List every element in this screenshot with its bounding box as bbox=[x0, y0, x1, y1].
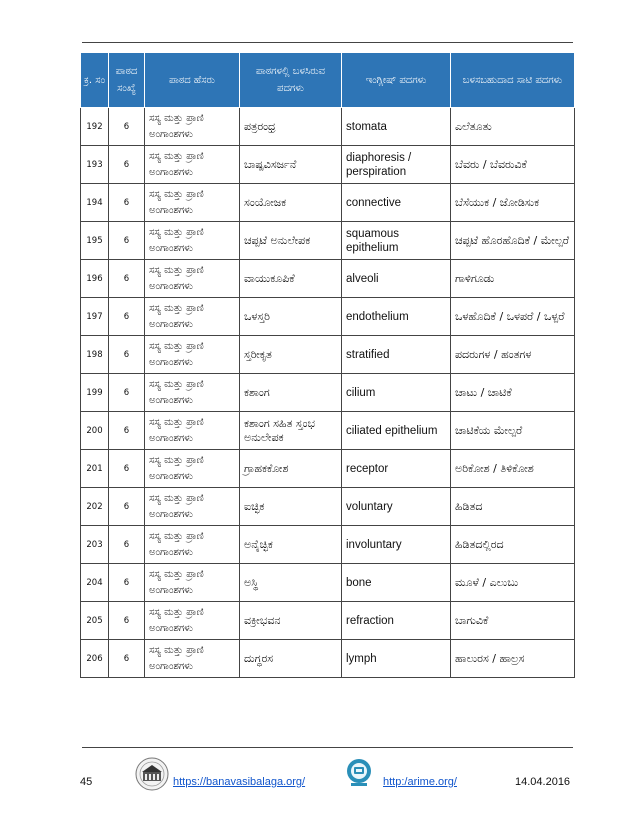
row-serial: 192 bbox=[81, 108, 109, 146]
header-lesson-number: ಪಾಠದ ಸಂಖ್ಯೆ bbox=[109, 53, 145, 108]
row-lesson-number: 6 bbox=[109, 564, 145, 602]
table-row bbox=[81, 146, 575, 184]
table-row bbox=[81, 374, 575, 412]
row-lesson-number: 6 bbox=[109, 488, 145, 526]
table-row bbox=[81, 488, 575, 526]
row-english-term: alveoli bbox=[342, 260, 451, 298]
row-lesson-name: ಸಸ್ಯ ಮತ್ತು ಪ್ರಾಣಿ ಅಂಗಾಂಶಗಳು bbox=[145, 488, 240, 526]
row-lesson-name: ಸಸ್ಯ ಮತ್ತು ಪ್ರಾಣಿ ಅಂಗಾಂಶಗಳು bbox=[145, 602, 240, 640]
header-lesson-name: ಪಾಠದ ಹೆಸರು bbox=[145, 53, 240, 108]
footer-date: 14.04.2016 bbox=[515, 776, 571, 788]
header-rule bbox=[82, 42, 573, 43]
row-lesson-name: ಸಸ್ಯ ಮತ್ತು ಪ್ರಾಣಿ ಅಂಗಾಂಶಗಳು bbox=[145, 336, 240, 374]
table-row bbox=[81, 222, 575, 260]
arime-logo-icon bbox=[344, 758, 374, 788]
page-footer bbox=[0, 770, 638, 810]
row-english-term: receptor bbox=[342, 450, 451, 488]
header-terms-used: ಪಾಠಗಳಲ್ಲಿ ಬಳಸಿರುವ ಪದಗಳು bbox=[240, 53, 342, 108]
row-lesson-name: ಸಸ್ಯ ಮತ್ತು ಪ್ರಾಣಿ ಅಂಗಾಂಶಗಳು bbox=[145, 298, 240, 336]
row-lesson-name: ಸಸ್ಯ ಮತ್ತು ಪ್ರಾಣಿ ಅಂಗಾಂಶಗಳು bbox=[145, 222, 240, 260]
row-term: ಕಶಾಂಗ bbox=[240, 374, 342, 412]
table-row bbox=[81, 602, 575, 640]
table-row bbox=[81, 412, 575, 450]
row-alternative-term: ಚಾಟಿಕೆಯ ಮೇಲ್ಪರೆ bbox=[451, 412, 575, 450]
row-lesson-name: ಸಸ್ಯ ಮತ್ತು ಪ್ರಾಣಿ ಅಂಗಾಂಶಗಳು bbox=[145, 412, 240, 450]
row-lesson-number: 6 bbox=[109, 184, 145, 222]
row-serial: 195 bbox=[81, 222, 109, 260]
row-alternative-term: ಪದರುಗಳ / ಹಂತಗಳ bbox=[451, 336, 575, 374]
table-row bbox=[81, 564, 575, 602]
row-lesson-number: 6 bbox=[109, 640, 145, 678]
row-english-term: stratified bbox=[342, 336, 451, 374]
header-serial: ಕ್ರ. ಸಂ bbox=[81, 53, 109, 108]
row-serial: 198 bbox=[81, 336, 109, 374]
table-row bbox=[81, 108, 575, 146]
row-english-term: stomata bbox=[342, 108, 451, 146]
row-alternative-term: ಗಾಳಿಗೂಡು bbox=[451, 260, 575, 298]
row-lesson-number: 6 bbox=[109, 412, 145, 450]
row-english-term: refraction bbox=[342, 602, 451, 640]
row-lesson-name: ಸಸ್ಯ ಮತ್ತು ಪ್ರಾಣಿ ಅಂಗಾಂಶಗಳು bbox=[145, 108, 240, 146]
table-row bbox=[81, 184, 575, 222]
table-row bbox=[81, 640, 575, 678]
row-lesson-name: ಸಸ್ಯ ಮತ್ತು ಪ್ರಾಣಿ ಅಂಗಾಂಶಗಳು bbox=[145, 146, 240, 184]
page-number: 45 bbox=[80, 776, 93, 788]
row-lesson-number: 6 bbox=[109, 146, 145, 184]
row-serial: 202 bbox=[81, 488, 109, 526]
row-term: ದುಗ್ಧರಸ bbox=[240, 640, 342, 678]
table-row bbox=[81, 298, 575, 336]
row-lesson-name: ಸಸ್ಯ ಮತ್ತು ಪ್ರಾಣಿ ಅಂಗಾಂಶಗಳು bbox=[145, 184, 240, 222]
banavasi-balaga-link[interactable]: https://banavasibalaga.org/ bbox=[173, 776, 306, 788]
row-serial: 201 bbox=[81, 450, 109, 488]
row-term: ಅಸ್ಥಿ bbox=[240, 564, 342, 602]
row-alternative-term: ಮೂಳೆ / ಎಲುಬು bbox=[451, 564, 575, 602]
row-term: ವಾಯುಕೂಪಿಕೆ bbox=[240, 260, 342, 298]
table-row bbox=[81, 526, 575, 564]
row-lesson-number: 6 bbox=[109, 602, 145, 640]
row-lesson-number: 6 bbox=[109, 222, 145, 260]
row-serial: 200 bbox=[81, 412, 109, 450]
header-alternative-terms: ಬಳಸಬಹುದಾದ ಸಾಟಿ ಪದಗಳು bbox=[451, 53, 575, 108]
row-serial: 197 bbox=[81, 298, 109, 336]
row-english-term: bone bbox=[342, 564, 451, 602]
row-lesson-number: 6 bbox=[109, 450, 145, 488]
row-term: ಬಾಷ್ಪವಿಸರ್ಜನೆ bbox=[240, 146, 342, 184]
header-english-terms: ಇಂಗ್ಲೀಷ್ ಪದಗಳು bbox=[342, 53, 451, 108]
row-alternative-term: ಬಾಗುವಿಕೆ bbox=[451, 602, 575, 640]
row-english-term: lymph bbox=[342, 640, 451, 678]
row-lesson-name: ಸಸ್ಯ ಮತ್ತು ಪ್ರಾಣಿ ಅಂಗಾಂಶಗಳು bbox=[145, 564, 240, 602]
table-header-row bbox=[81, 53, 575, 108]
row-lesson-number: 6 bbox=[109, 298, 145, 336]
table-row bbox=[81, 450, 575, 488]
row-serial: 206 bbox=[81, 640, 109, 678]
row-term: ಗ್ರಾಹಕಕೋಶ bbox=[240, 450, 342, 488]
row-term: ಕಶಾಂಗ ಸಹಿತ ಸ್ತಂಭ ಅನುಲೇಪಕ bbox=[240, 412, 342, 450]
row-serial: 199 bbox=[81, 374, 109, 412]
row-term: ವಕ್ರೀಭವನ bbox=[240, 602, 342, 640]
row-serial: 205 bbox=[81, 602, 109, 640]
row-english-term: squamous epithelium bbox=[342, 222, 451, 260]
row-alternative-term: ಒಳಹೊದಿಕೆ / ಒಳಪರೆ / ಒಳ್ಪರೆ bbox=[451, 298, 575, 336]
row-alternative-term: ಬೆವರು / ಬೆವರುವಿಕೆ bbox=[451, 146, 575, 184]
row-serial: 203 bbox=[81, 526, 109, 564]
row-lesson-number: 6 bbox=[109, 526, 145, 564]
row-term: ಅನೈಚ್ಛಿಕ bbox=[240, 526, 342, 564]
row-lesson-number: 6 bbox=[109, 336, 145, 374]
row-english-term: connective bbox=[342, 184, 451, 222]
row-alternative-term: ಹಾಲುರಸ / ಹಾಲ್ರಸ bbox=[451, 640, 575, 678]
row-english-term: ciliated epithelium bbox=[342, 412, 451, 450]
banavasi-balaga-logo-icon bbox=[134, 756, 170, 792]
row-serial: 196 bbox=[81, 260, 109, 298]
row-alternative-term: ಚಪ್ಪಟೆ ಹೊರಹೊದಿಕೆ / ಮೇಲ್ಪರೆ bbox=[451, 222, 575, 260]
table-row bbox=[81, 260, 575, 298]
row-term: ಚಪ್ಪಟೆ ಅನುಲೇಪಕ bbox=[240, 222, 342, 260]
row-serial: 193 bbox=[81, 146, 109, 184]
row-lesson-name: ಸಸ್ಯ ಮತ್ತು ಪ್ರಾಣಿ ಅಂಗಾಂಶಗಳು bbox=[145, 450, 240, 488]
row-alternative-term: ಎಲೆತೂತು bbox=[451, 108, 575, 146]
row-alternative-term: ಹಿಡಿತದಲ್ಲಿರದ bbox=[451, 526, 575, 564]
row-english-term: diaphoresis / perspiration bbox=[342, 146, 451, 184]
row-english-term: cilium bbox=[342, 374, 451, 412]
row-lesson-number: 6 bbox=[109, 260, 145, 298]
glossary-table bbox=[80, 52, 575, 678]
row-term: ಒಳಸ್ತರಿ bbox=[240, 298, 342, 336]
row-alternative-term: ಅರಿಕೋಶ / ತಿಳಿಕೋಶ bbox=[451, 450, 575, 488]
row-lesson-number: 6 bbox=[109, 108, 145, 146]
footer-rule bbox=[82, 747, 573, 748]
arime-link[interactable]: http:/arime.org/ bbox=[383, 776, 457, 788]
row-lesson-name: ಸಸ್ಯ ಮತ್ತು ಪ್ರಾಣಿ ಅಂಗಾಂಶಗಳು bbox=[145, 374, 240, 412]
row-lesson-name: ಸಸ್ಯ ಮತ್ತು ಪ್ರಾಣಿ ಅಂಗಾಂಶಗಳು bbox=[145, 640, 240, 678]
row-english-term: involuntary bbox=[342, 526, 451, 564]
table-row bbox=[81, 336, 575, 374]
row-english-term: endothelium bbox=[342, 298, 451, 336]
row-term: ಸಂಯೋಜಕ bbox=[240, 184, 342, 222]
row-term: ಪತ್ರರಂಧ್ರ bbox=[240, 108, 342, 146]
row-alternative-term: ಬೆಸೆಯುಕ / ಜೋಡಿಸುಕ bbox=[451, 184, 575, 222]
row-english-term: voluntary bbox=[342, 488, 451, 526]
row-lesson-number: 6 bbox=[109, 374, 145, 412]
row-serial: 194 bbox=[81, 184, 109, 222]
row-alternative-term: ಹಿಡಿತದ bbox=[451, 488, 575, 526]
row-lesson-name: ಸಸ್ಯ ಮತ್ತು ಪ್ರಾಣಿ ಅಂಗಾಂಶಗಳು bbox=[145, 526, 240, 564]
row-term: ಸ್ತರೀಕೃತ bbox=[240, 336, 342, 374]
row-serial: 204 bbox=[81, 564, 109, 602]
row-alternative-term: ಚಾಟು / ಚಾಟಿಕೆ bbox=[451, 374, 575, 412]
row-term: ಐಚ್ಛಿಕ bbox=[240, 488, 342, 526]
row-lesson-name: ಸಸ್ಯ ಮತ್ತು ಪ್ರಾಣಿ ಅಂಗಾಂಶಗಳು bbox=[145, 260, 240, 298]
